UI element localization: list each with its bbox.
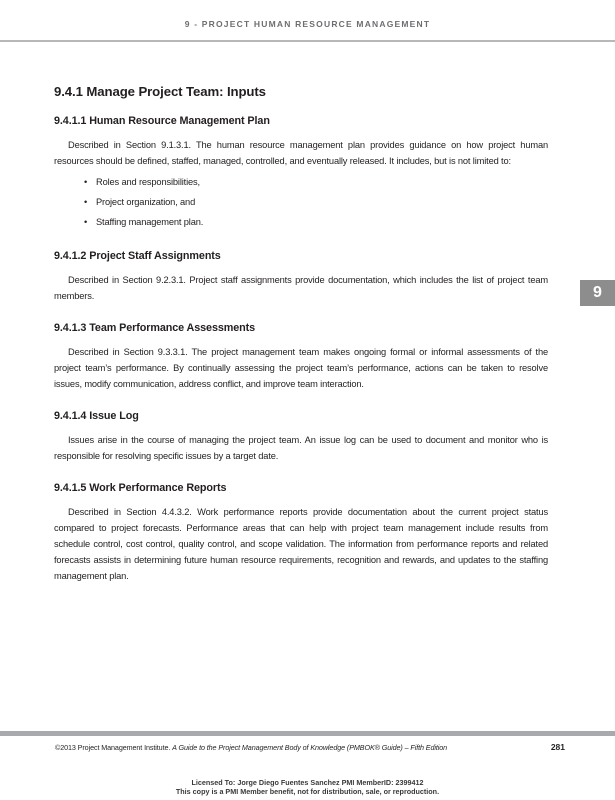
subsection-paragraph: Described in Section 9.3.3.1. The project management team makes ongoing formal or informal assessments of the project team’s performance. By continually assessing the project team’s performance, actions can be taken to resolve issues, modify communication, address conflict, and improve team interaction. (54, 347, 548, 389)
bullet-icon: • (84, 217, 88, 227)
subsection-team-performance-assessments (54, 322, 548, 392)
subsection-work-performance-reports (54, 482, 548, 584)
bullet-icon: • (84, 197, 88, 207)
subsection-heading: 9.4.1.2 Project Staff Assignments (54, 250, 221, 262)
list-item (84, 172, 548, 192)
bullet-icon: • (84, 177, 88, 187)
list-item-text: Roles and responsibilities, (96, 177, 200, 187)
subsection-heading: 9.4.1.3 Team Performance Assessments (54, 322, 256, 334)
subsection-heading: 9.4.1.5 Work Performance Reports (54, 482, 227, 494)
footer-book-title: A Guide to the Project Management Body of Knowledge (PMBOK® Guide) – Fifth Edition (172, 743, 448, 752)
chapter-tab: 9 (580, 280, 615, 306)
chapter-running-title: 9 - PROJECT HUMAN RESOURCE MANAGEMENT (184, 19, 431, 29)
list-item (84, 212, 548, 232)
footer-copyright: ©2013 Project Management Institute. (55, 743, 173, 752)
section-heading: 9.4.1 Manage Project Team: Inputs (54, 84, 266, 99)
license-notice (0, 779, 615, 796)
subsection-issue-log (54, 410, 548, 464)
footer-citation (55, 743, 447, 752)
license-line: This copy is a PMI Member benefit, not for distribution, sale, or reproduction. (175, 786, 440, 796)
subsection-heading: 9.4.1.1 Human Resource Management Plan (54, 115, 270, 127)
license-line: Licensed To: Jorge Diego Fuentes Sanchez PMI MemberID: 2399412 (191, 778, 424, 787)
subsection-paragraph: Issues arise in the course of managing the project team. An issue log can be used to document and monitor who is responsible for resolving specific issues by a target date. (54, 435, 548, 461)
subsection-project-staff-assignments (54, 250, 548, 304)
page-number: 281 (550, 742, 565, 752)
page-content (54, 84, 548, 602)
header-rule (0, 40, 615, 42)
running-header (0, 0, 615, 40)
subsection-paragraph: Described in Section 9.1.3.1. The human resource management plan provides guidance on how project human resources should be defined, staffed, managed, controlled, and eventually released. It includes, but is not limited to: (54, 140, 548, 166)
list-item-text: Project organization, and (96, 197, 196, 207)
list-item (84, 192, 548, 212)
subsection-heading: 9.4.1.4 Issue Log (54, 410, 139, 422)
bullet-list (54, 172, 548, 232)
subsection-hr-management-plan (54, 115, 548, 232)
footer-rule (0, 731, 615, 736)
subsection-paragraph: Described in Section 4.4.3.2. Work performance reports provide documentation about the current project status compared to project forecasts. Performance areas that can help with project team management include results from schedule control, cost control, quality control, and scope validation. The information from performance reports and related forecasts assists in determining future human resource requirements, recognition and rewards, and updates to the staffing management plan. (54, 507, 548, 581)
list-item-text: Staffing management plan. (96, 217, 204, 227)
subsection-paragraph: Described in Section 9.2.3.1. Project staff assignments provide documentation, which includes the list of project team members. (54, 275, 548, 301)
